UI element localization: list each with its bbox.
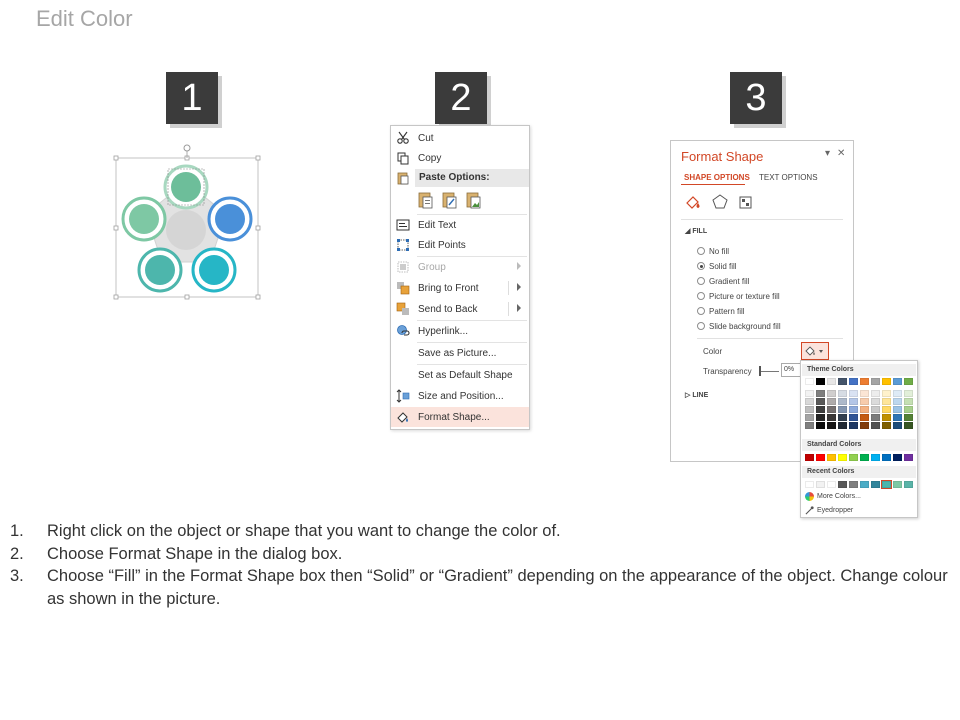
menu-item-label: Edit Points (418, 239, 466, 251)
standard-colors-row (805, 454, 913, 461)
radio-picture-texture-fill[interactable]: Picture or texture fill (697, 290, 780, 302)
menu-item-copy[interactable] (391, 148, 529, 168)
color-swatch[interactable] (816, 422, 825, 429)
expand-triangle-icon: ◢ (685, 228, 693, 235)
menu-item-hyperlink[interactable] (391, 321, 529, 341)
circle-node-top[interactable] (165, 166, 207, 208)
color-swatch[interactable] (860, 406, 869, 413)
color-swatch[interactable] (838, 481, 847, 488)
color-swatch[interactable] (838, 390, 847, 397)
color-swatch[interactable] (827, 481, 836, 488)
color-swatch[interactable] (904, 422, 913, 429)
color-swatch[interactable] (871, 390, 880, 397)
menu-item-set-default-shape[interactable] (391, 365, 529, 385)
menu-item-label: Bring to Front (418, 282, 479, 294)
circle-node-left[interactable] (123, 198, 165, 240)
color-swatch[interactable] (805, 406, 814, 413)
color-swatch[interactable] (904, 398, 913, 405)
page-title: Edit Color (36, 6, 133, 31)
color-swatch[interactable] (805, 378, 814, 385)
menu-item-label: Copy (418, 152, 442, 164)
color-swatch[interactable] (860, 378, 869, 385)
color-swatch[interactable] (838, 422, 847, 429)
color-swatch[interactable] (849, 390, 858, 397)
color-swatch[interactable] (860, 414, 869, 421)
color-wheel-icon (805, 492, 814, 501)
line-section-header[interactable]: ▷ LINE (685, 392, 709, 399)
eyedropper-icon (805, 506, 814, 515)
eyedropper-link[interactable]: Eyedropper (805, 506, 853, 515)
pane-close-icon[interactable]: ✕ (837, 148, 846, 159)
paste-destination-theme-icon[interactable] (441, 190, 459, 213)
recent-colors-header: Recent Colors (802, 466, 916, 478)
color-swatch[interactable] (827, 390, 836, 397)
tab-text-options[interactable]: TEXT OPTIONS (759, 173, 818, 182)
color-swatch[interactable] (882, 398, 891, 405)
collapsed-triangle-icon: ▷ (685, 392, 693, 399)
color-swatch[interactable] (893, 406, 902, 413)
color-swatch[interactable] (904, 406, 913, 413)
menu-item-format-shape[interactable] (391, 407, 529, 427)
color-swatch[interactable] (893, 414, 902, 421)
color-swatch[interactable] (805, 422, 814, 429)
color-swatch[interactable] (849, 398, 858, 405)
fill-line-icon[interactable] (684, 193, 702, 211)
menu-item-label: Format Shape... (418, 411, 490, 423)
menu-item-label: Set as Default Shape (418, 369, 513, 381)
color-swatch[interactable] (827, 454, 836, 461)
color-swatch[interactable] (871, 406, 880, 413)
fill-section-header[interactable]: ◢ FILL (685, 228, 708, 235)
instruction-item (10, 543, 950, 566)
submenu-arrow-icon (517, 262, 521, 270)
format-shape-icon (391, 407, 415, 427)
size-position-icon (391, 386, 415, 406)
pane-title: Format Shape (681, 149, 764, 164)
instruction-text: Choose Format Shape in the dialog box. (47, 544, 343, 563)
color-swatch[interactable] (838, 398, 847, 405)
color-swatch[interactable] (904, 454, 913, 461)
menu-item-label: Size and Position... (418, 390, 504, 402)
scissors-icon (391, 128, 415, 148)
color-swatch[interactable] (805, 414, 814, 421)
color-swatch[interactable] (816, 414, 825, 421)
edit-text-icon (391, 215, 415, 235)
circle-cycle-diagram[interactable] (110, 142, 265, 304)
color-swatch[interactable] (882, 390, 891, 397)
paste-options-row (417, 190, 483, 213)
color-swatch[interactable] (882, 422, 891, 429)
color-swatch[interactable] (871, 422, 880, 429)
paste-icon (391, 169, 415, 187)
color-swatch[interactable] (838, 454, 847, 461)
center-hub (166, 210, 206, 250)
menu-item-size-position[interactable] (391, 386, 529, 406)
paste-picture-icon[interactable] (465, 190, 483, 213)
menu-item-edit-points[interactable] (391, 235, 529, 255)
instruction-text: Choose “Fill” in the Format Shape box then “Solid” or “Gradient” depending on the appearance of the object. Change colour as shown in the picture. (47, 567, 948, 608)
instruction-number: 1. (10, 522, 24, 540)
color-swatch[interactable] (860, 398, 869, 405)
submenu-arrow-icon (517, 283, 521, 291)
menu-item-group[interactable] (391, 257, 529, 277)
circle-node-bottom-right[interactable] (193, 249, 235, 291)
menu-item-label: Save as Picture... (418, 347, 497, 359)
color-swatch[interactable] (838, 414, 847, 421)
bring-to-front-icon (391, 278, 415, 298)
menu-item-save-as-picture[interactable] (391, 343, 529, 363)
color-swatch[interactable] (816, 390, 825, 397)
color-swatch[interactable] (860, 481, 869, 488)
color-swatch[interactable] (904, 414, 913, 421)
color-swatch[interactable] (849, 422, 858, 429)
color-swatch[interactable] (893, 378, 902, 385)
color-swatch[interactable] (882, 378, 891, 385)
hyperlink-icon (391, 321, 415, 341)
transparency-value-field[interactable]: 0% (781, 363, 801, 377)
color-swatch[interactable] (849, 481, 858, 488)
paste-options-header: Paste Options: (415, 169, 529, 187)
paste-keep-formatting-icon[interactable] (417, 190, 435, 213)
color-swatch[interactable] (816, 481, 825, 488)
color-swatch[interactable] (871, 378, 880, 385)
color-swatch[interactable] (827, 406, 836, 413)
radio-gradient-fill[interactable]: Gradient fill (697, 275, 749, 287)
color-swatch[interactable] (893, 422, 902, 429)
color-swatch[interactable] (860, 422, 869, 429)
menu-item-send-to-back[interactable] (391, 299, 529, 319)
menu-item-label: Hyperlink... (418, 325, 469, 337)
tab-shape-options[interactable]: SHAPE OPTIONS (684, 173, 750, 182)
context-menu (390, 125, 530, 430)
rotate-handle[interactable] (184, 145, 190, 151)
color-swatch[interactable] (871, 414, 880, 421)
radio-no-fill[interactable]: No fill (697, 245, 729, 257)
color-swatch[interactable] (816, 398, 825, 405)
color-swatch[interactable] (849, 414, 858, 421)
instruction-number: 2. (10, 544, 24, 563)
menu-item-bring-to-front[interactable] (391, 278, 529, 298)
instructions-list (10, 520, 950, 610)
color-swatch[interactable] (816, 378, 825, 385)
radio-solid-fill[interactable]: Solid fill (697, 260, 737, 272)
instruction-item (10, 520, 950, 543)
step-badge-1: 1 (166, 72, 218, 124)
transparency-slider-track[interactable] (759, 371, 779, 372)
paint-bucket-icon (804, 344, 826, 358)
selected-shape-group[interactable] (110, 142, 265, 304)
color-swatch[interactable] (849, 454, 858, 461)
color-swatch[interactable] (860, 390, 869, 397)
theme-colors-row (805, 378, 913, 385)
recent-colors-row (805, 481, 913, 488)
menu-item-label: Send to Back (418, 303, 478, 315)
color-swatch[interactable] (882, 481, 891, 488)
color-swatch[interactable] (827, 422, 836, 429)
color-swatch[interactable] (893, 481, 902, 488)
color-swatch[interactable] (882, 454, 891, 461)
fill-color-dropdown[interactable] (801, 342, 829, 360)
color-swatch[interactable] (816, 406, 825, 413)
menu-item-label: Edit Text (418, 219, 457, 231)
color-swatch[interactable] (805, 390, 814, 397)
color-swatch[interactable] (882, 406, 891, 413)
edit-points-icon (391, 235, 415, 255)
group-icon (391, 257, 415, 277)
pane-options-chevron-icon[interactable]: ▾ (825, 148, 831, 159)
color-swatch[interactable] (827, 414, 836, 421)
color-swatch[interactable] (805, 481, 814, 488)
radio-slide-background-fill[interactable]: Slide background fill (697, 320, 781, 332)
circle-node-bottom-left[interactable] (139, 249, 181, 291)
color-swatch[interactable] (871, 398, 880, 405)
effects-icon[interactable] (711, 193, 729, 211)
step-badge-3: 3 (730, 72, 782, 124)
instruction-item (10, 565, 950, 610)
color-swatch[interactable] (805, 454, 814, 461)
more-colors-link[interactable]: More Colors... (805, 492, 861, 501)
circle-node-right[interactable] (209, 198, 251, 240)
size-properties-icon[interactable] (737, 193, 755, 211)
color-swatch[interactable] (849, 378, 858, 385)
menu-item-label: Group (418, 261, 446, 273)
color-swatch[interactable] (871, 481, 880, 488)
menu-item-label: Cut (418, 132, 434, 144)
color-swatch[interactable] (805, 398, 814, 405)
theme-colors-header: Theme Colors (802, 364, 916, 376)
color-picker-dropdown (800, 360, 918, 518)
menu-item-cut[interactable] (391, 128, 529, 148)
instruction-text: Right click on the object or shape that you want to change the color of. (47, 522, 561, 540)
color-swatch[interactable] (816, 454, 825, 461)
color-swatch[interactable] (838, 378, 847, 385)
submenu-arrow-icon (517, 304, 521, 312)
color-swatch[interactable] (904, 378, 913, 385)
theme-shades-grid (805, 390, 913, 429)
color-swatch[interactable] (827, 398, 836, 405)
color-swatch[interactable] (860, 454, 869, 461)
color-swatch[interactable] (882, 414, 891, 421)
color-swatch[interactable] (849, 406, 858, 413)
menu-item-edit-text[interactable] (391, 215, 529, 235)
radio-pattern-fill[interactable]: Pattern fill (697, 305, 745, 317)
transparency-label: Transparency (703, 367, 752, 376)
color-swatch[interactable] (893, 398, 902, 405)
send-to-back-icon (391, 299, 415, 319)
instruction-number: 3. (10, 567, 24, 585)
color-swatch[interactable] (904, 390, 913, 397)
copy-icon (391, 148, 415, 168)
standard-colors-header: Standard Colors (802, 439, 916, 451)
color-swatch[interactable] (871, 454, 880, 461)
color-label: Color (703, 347, 723, 356)
color-swatch[interactable] (904, 481, 913, 488)
color-swatch[interactable] (893, 390, 902, 397)
color-swatch[interactable] (838, 406, 847, 413)
color-swatch[interactable] (893, 454, 902, 461)
step-badge-2: 2 (435, 72, 487, 124)
color-swatch[interactable] (827, 378, 836, 385)
transparency-slider-thumb[interactable] (759, 366, 761, 376)
